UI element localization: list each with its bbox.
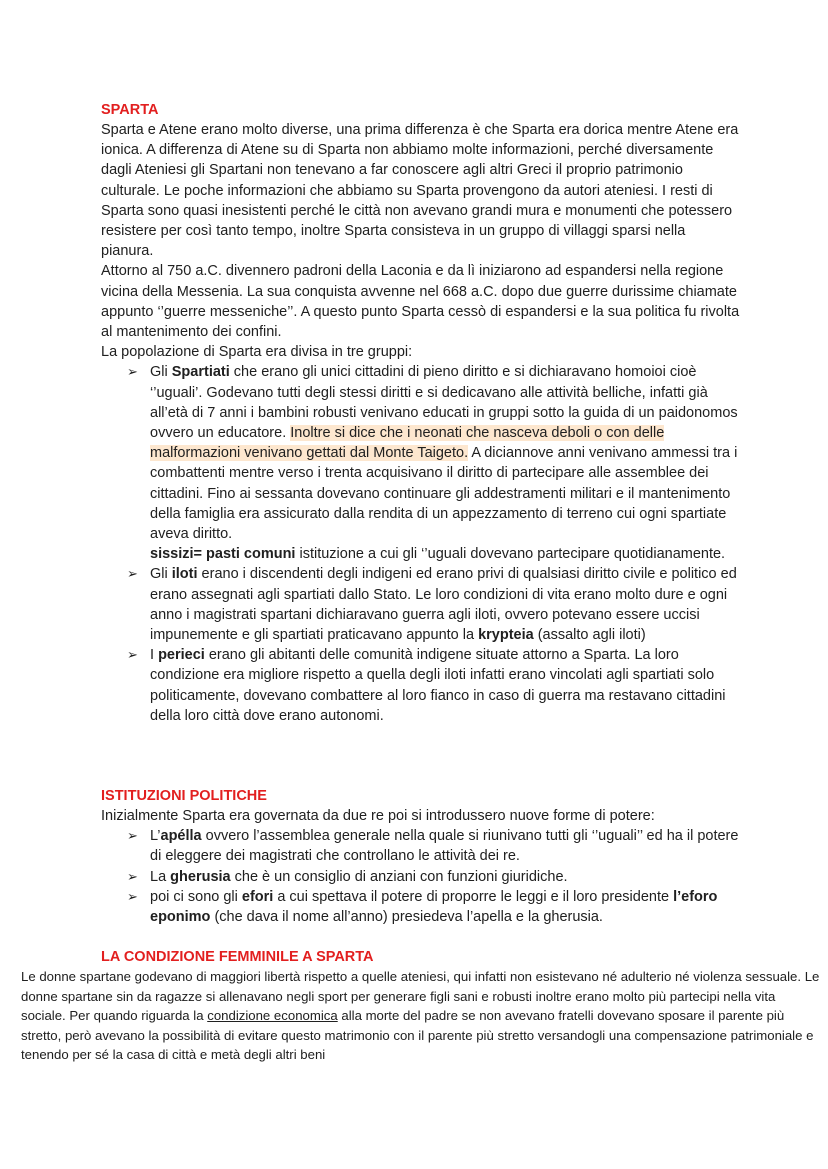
arrow-bullet-icon: ➢ [127,364,138,380]
term-perieci: perieci [158,647,205,664]
section-sparta [101,100,741,726]
term-efori: efori [241,888,274,905]
arrow-bullet-icon: ➢ [127,566,138,582]
section-istituzioni [101,786,741,927]
term-gherusia: gherusia [170,868,231,885]
list-item-apella: ➢ L’apélla ovvero l’assemblea generale nella quale si riunivano tutti gli ‘’uguali’’ ed ha il potere di eleggere dei magistrati che controllano le attività dei re. [127,828,739,865]
heading-sparta: SPARTA [101,102,159,118]
highlighted-text: Inoltre si dice che i neonati che nasceva deboli o con delle malformazioni venivano gettati dal Monte Taigeto. [150,425,665,462]
paragraph-population: La popolazione di Sparta era divisa in tre gruppi: [101,344,413,361]
arrow-bullet-icon: ➢ [127,888,138,904]
list-item-perieci: ➢ I perieci erano gli abitanti delle comunità indigene situate attorno a Sparta. La loro condizione era migliore rispetto a quella degli iloti infatti erano vincolati agli spartiati solo politicamente, dovevano combattere al loro fianco in caso di guerra ma restavano cittadini della loro città dove erano autonomi. [127,647,726,724]
arrow-bullet-icon: ➢ [127,828,138,844]
list-item-gherusia: ➢ La gherusia che è un consiglio di anziani con funzioni giuridiche. [127,867,741,887]
list-item-spartiati: ➢ Gli Spartiati che erano gli unici cittadini di pieno diritto e si dichiaravano homoioi cioè ‘’uguali’. Godevano tutti degli stessi diritti e si dedicavano alle attività belliche, infatti già all’età di 7 anni i bambini robusti venivano educati in gruppi sotto la guida di un paidonomos ovvero un educatore. Inoltre si dice che i neonati che nasceva deboli o con delle malformazioni venivano gettati dal Monte Taigeto. A diciannove anni venivano ammessi tra i combattenti mentre verso i trenta acquisivano il diritto di partecipare alle assemblee dei cittadini. Fino ai sessanta dovevano continuare gli addestramenti militari e il mantenimento della famiglia era assicurato dalla rendita di un appezzamento di terreno cui ogni spartiate aveva diritto. sissizi= pasti comuni istituzione a cui gli ‘’uguali dovevano partecipare quotidianamente. [127,364,738,563]
arrow-bullet-icon: ➢ [127,868,138,884]
section-femminile [21,967,821,1065]
term-spartiati: Spartiati [171,364,230,381]
paragraph-istituzioni-intro: Inizialmente Sparta era governata da due re poi si introdussero nuove forme di potere: [101,808,655,824]
term-krypteia: krypteia [478,627,534,644]
population-list [101,362,741,726]
istituzioni-list [101,826,741,927]
term-sissizi: sissizi= pasti comuni [150,546,296,563]
underlined-term: condizione economica [207,1008,338,1024]
list-item-efori: ➢ poi ci sono gli efori a cui spettava il potere di proporre le leggi e il loro presidente l’eforo eponimo (che dava il nome all’anno) presiedeva l’apella e la gherusia. [127,888,718,926]
heading-istituzioni: ISTITUZIONI POLITICHE [101,788,267,804]
paragraph-intro: Sparta e Atene erano molto diverse, una prima differenza è che Sparta era dorica mentre Atene era ionica. A differenza di Atene su di Sparta non abbiamo molte informazioni, perché diversamente dagli Ateniesi gli Spartani non tenevano a far conoscere agli altri Greci il proprio patrimonio culturale. Le poche informazioni che abbiamo su Sparta provengono da autori ateniesi. I resti di Sparta sono quasi inesistenti perché le città non avevano grandi mura e monumenti che potessero resistere per così tanto tempo, inoltre Sparta consisteva in un gruppo di villaggi sparsi nella pianura. [101,122,739,260]
list-item-iloti: ➢ Gli iloti erano i discendenti degli indigeni ed erano privi di qualsiasi diritto civile e politico ed erano assegnati agli spartiati dallo Stato. Le loro condizioni di vita erano molto dure e ogni anno i magistrati spartani dichiaravano guerra agli iloti, ovvero potevano essere uccisi impunemente e gli spartiati praticavano appunto la krypteia (assalto agli iloti) [127,566,737,644]
term-iloti: iloti [171,566,198,583]
paragraph-conquest: Attorno al 750 a.C. divennero padroni della Laconia e da lì iniziarono ad espandersi nella regione vicina della Messenia. La sua conquista avvenne nel 668 a.C. dopo due guerre durissime chiamate appunto ‘’guerre messeniche’’. A questo punto Sparta cessò di espandersi e la sua politica fu rivolta al mantenimento dei confini. [101,263,740,341]
heading-femminile: LA CONDIZIONE FEMMINILE A SPARTA [101,949,374,965]
arrow-bullet-icon: ➢ [127,647,138,663]
term-eforo-eponimo: l’eforo eponimo [150,888,718,926]
term-apella: apélla [160,828,202,845]
paragraph-femminile: Le donne spartane godevano di maggiori libertà rispetto a quelle ateniesi, qui infatti non esistevano né adulterio né violenza sessuale. Le donne spartane sin da ragazze si allenavano negli sport per generare figli sani e robusti inoltre erano molto più partecipi nella vita sociale. Per quando riguarda la condizione economica alla morte del padre se non avevano fratelli dovevano sposare il parente più stretto, però avevano la possibilità di evitare questo matrimonio con il parente più stretto versandogli una compensazione patrimoniale e tenendo per sé la casa di città e metà degli altri beni [21,969,820,1063]
